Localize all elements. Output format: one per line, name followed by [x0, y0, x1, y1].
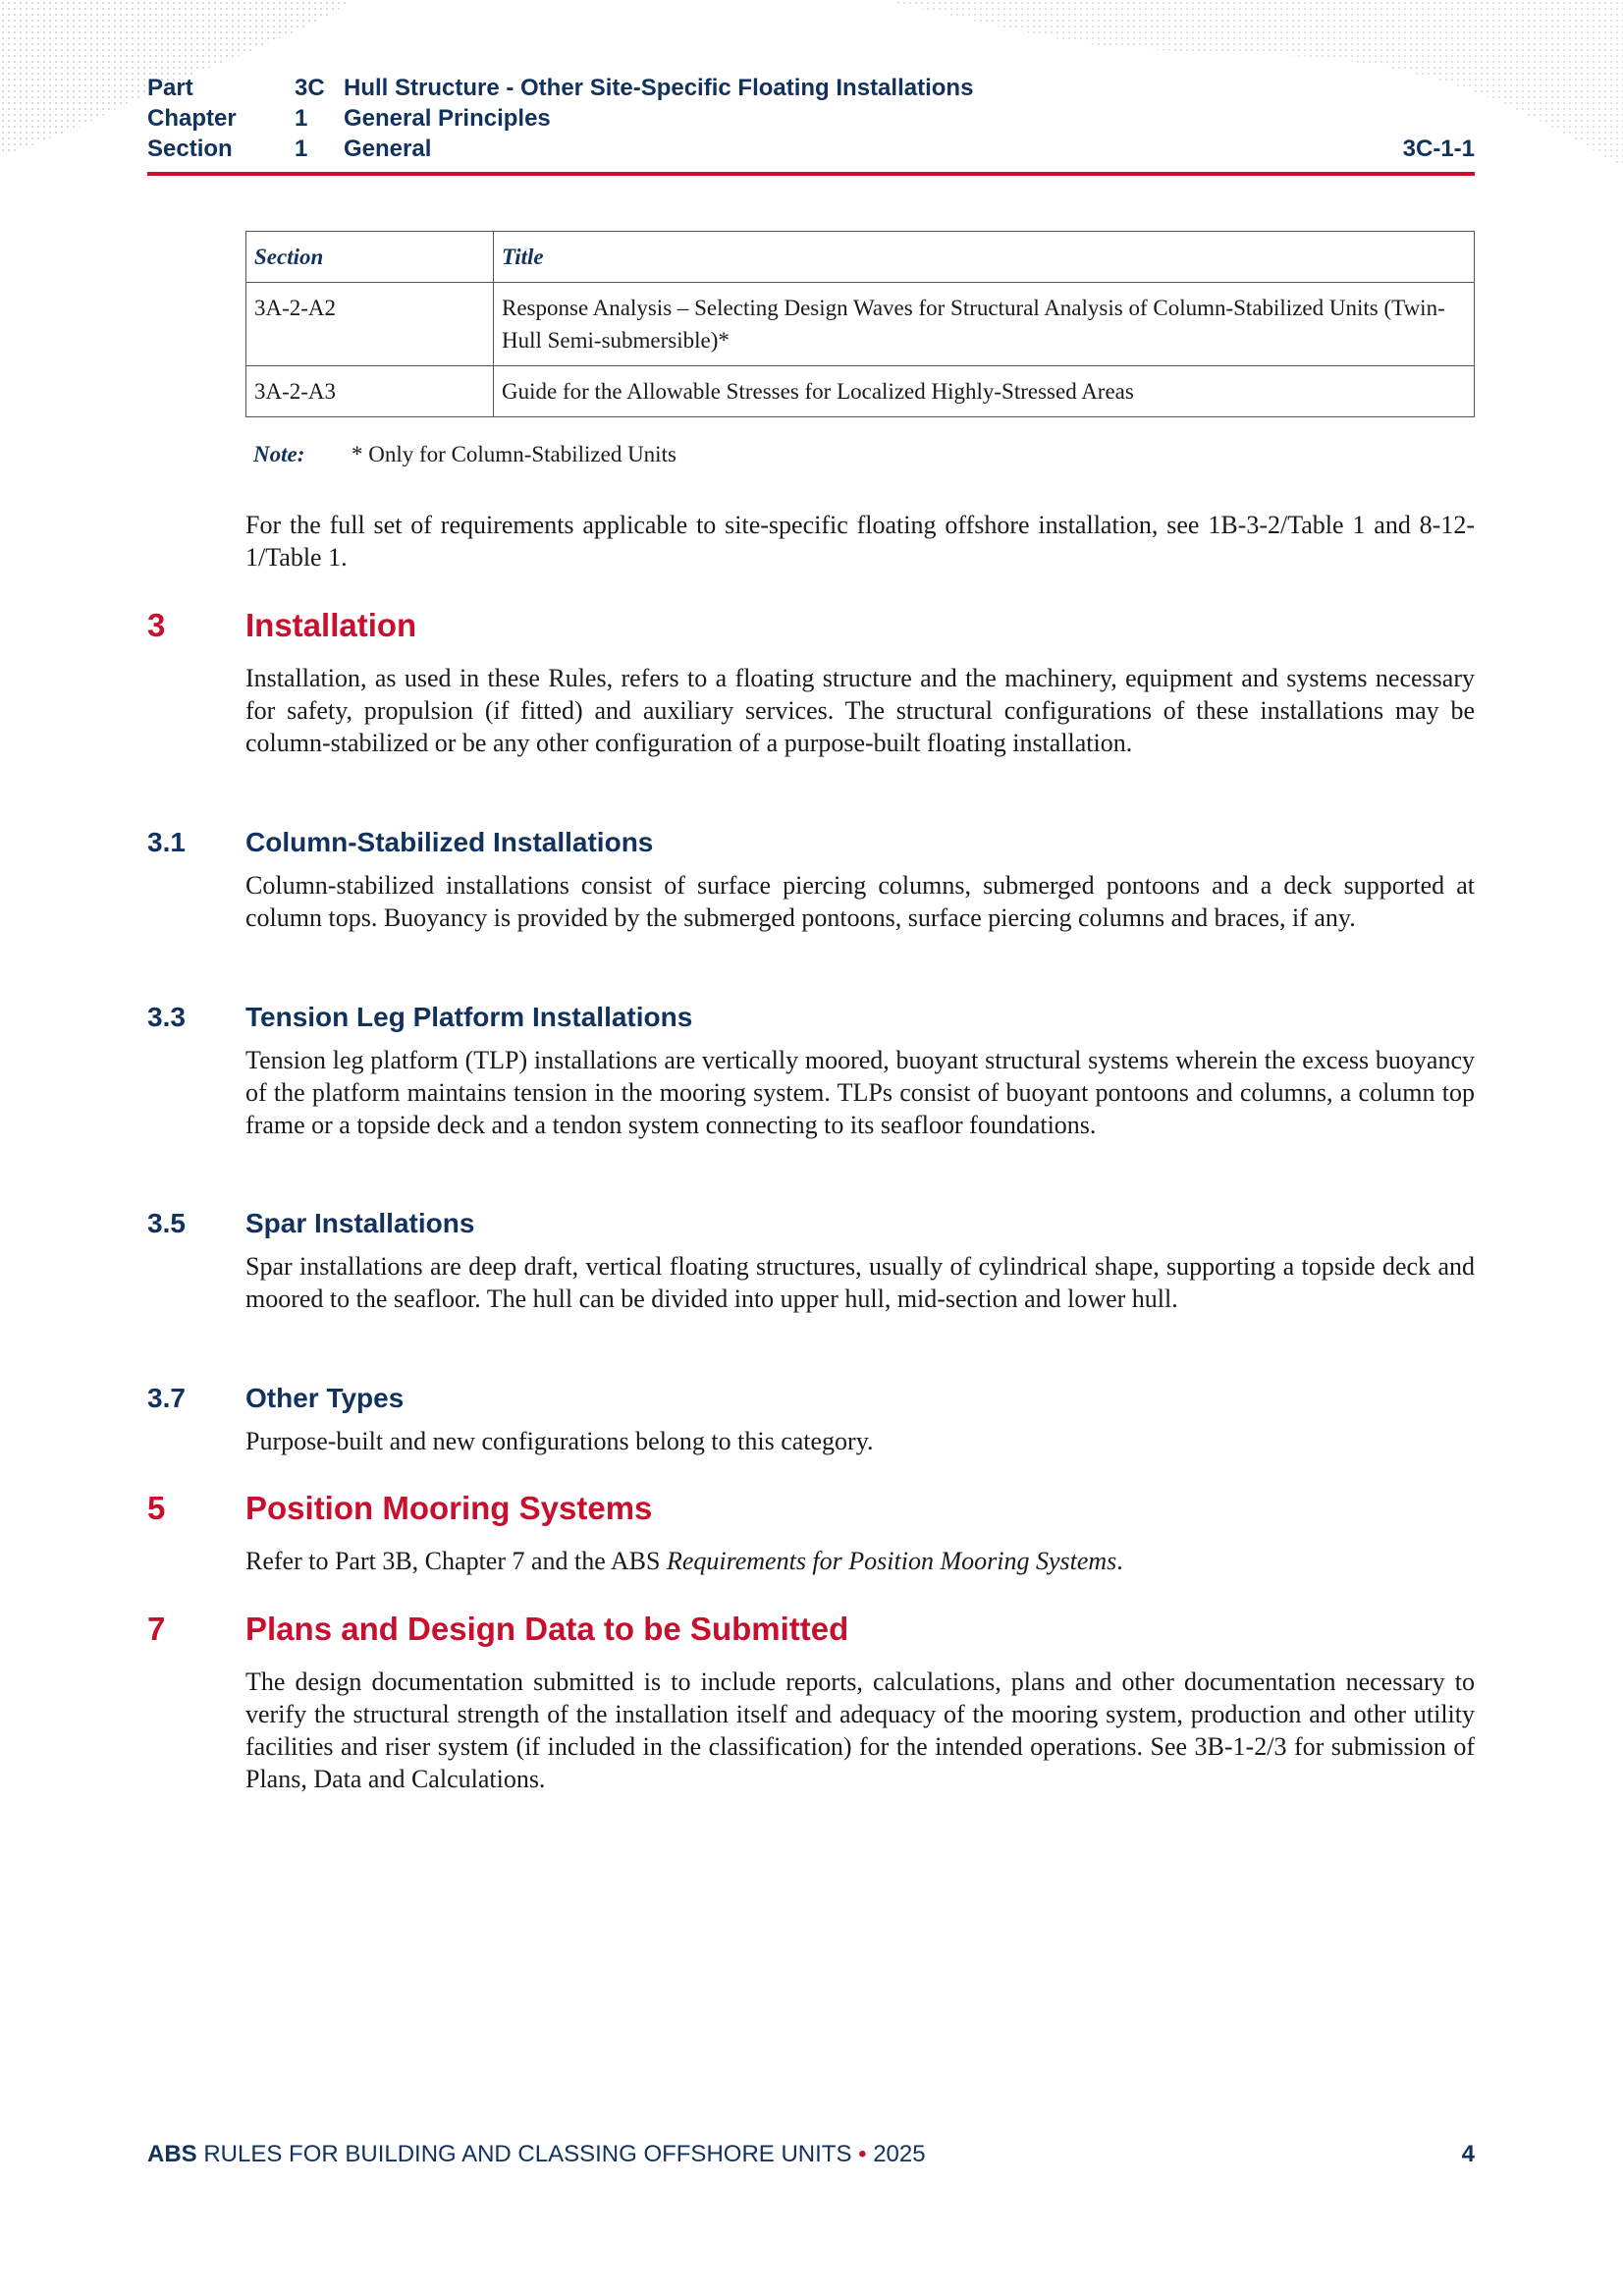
table-cell-section: 3A-2-A3	[246, 366, 494, 417]
page-footer	[147, 2141, 1475, 2168]
footer-title	[147, 2141, 926, 2168]
section-5-text: Refer to Part 3B, Chapter 7 and the ABS	[245, 1547, 667, 1575]
footer-year: 2025	[866, 2141, 926, 2167]
section-3-1-paragraph: Column-stabilized installations consist of surface piercing columns, submerged pontoons and a deck supported at column tops. Buoyancy is provided by the submerged pontoons, surface piercing columns and braces, if any.	[245, 871, 1475, 932]
table-cell-title: Guide for the Allowable Stresses for Localized Highly-Stressed Areas	[494, 366, 1475, 417]
section-5-paragraph	[245, 1545, 1475, 1577]
section-3-5-paragraph: Spar installations are deep draft, vertical floating structures, usually of cylindrical shape, supporting a topside deck and moored to the seafloor. The hull can be divided into upper hull, mid-section and lower hull.	[245, 1252, 1475, 1313]
chapter-title: General Principles	[344, 105, 551, 132]
page-reference: 3C-1-1	[1402, 136, 1475, 162]
heading-section-5	[147, 1490, 1475, 1527]
heading-number: 3	[147, 607, 166, 643]
part-title: Hull Structure - Other Site-Specific Floating Installations	[344, 75, 974, 101]
section-7-paragraph: The design documentation submitted is to include reports, calculations, plans and other documentation necessary to verify the structural strength of the installation itself and adequacy of the mooring system, production and other utility facilities and riser system (if included in the classification) for the intended operations. See 3B-1-2/3 for submission of Plans, Data and Calculations.	[245, 1667, 1475, 1793]
heading-title: Installation	[245, 607, 417, 643]
table-note	[253, 442, 676, 467]
page-number: 4	[1461, 2141, 1475, 2167]
section-label: Section	[147, 136, 233, 162]
heading-number: 7	[147, 1611, 166, 1647]
section-title: General	[344, 136, 432, 162]
note-label: Note:	[253, 442, 305, 466]
heading-section-3-7	[147, 1383, 1475, 1414]
footer-bullet: •	[858, 2141, 867, 2167]
table-header-row	[246, 232, 1475, 283]
chapter-label: Chapter	[147, 105, 237, 132]
heading-section-3	[147, 607, 1475, 644]
heading-title: Position Mooring Systems	[245, 1490, 653, 1526]
heading-number: 3.7	[147, 1383, 186, 1413]
note-text: * Only for Column-Stabilized Units	[352, 442, 676, 466]
part-label: Part	[147, 75, 193, 101]
footer-book-title: RULES FOR BUILDING AND CLASSING OFFSHORE UNITS	[196, 2141, 859, 2167]
intro-paragraph: For the full set of requirements applicable to site-specific floating offshore installation, see 1B-3-2/Table 1 and 8-12-1/Table 1.	[245, 511, 1475, 572]
header-rule	[147, 172, 1475, 176]
heading-number: 3.1	[147, 827, 186, 857]
section-5-citation: Requirements for Position Mooring Systems	[666, 1547, 1117, 1575]
section-5-text-end: .	[1116, 1547, 1123, 1575]
part-number: 3C	[295, 75, 325, 101]
heading-number: 3.3	[147, 1002, 186, 1032]
table-header-section: Section	[246, 232, 494, 283]
heading-title: Spar Installations	[245, 1208, 475, 1238]
footer-brand: ABS	[147, 2141, 197, 2167]
section-3-paragraph: Installation, as used in these Rules, refers to a floating structure and the machinery, equipment and systems necessary for safety, propulsion (if fitted) and auxiliary services. The structural configurations of these installations may be column-stabilized or be any other configuration of a purpose-built floating installation.	[245, 664, 1475, 757]
heading-title: Other Types	[245, 1383, 405, 1413]
table-row	[246, 366, 1475, 417]
heading-section-7	[147, 1611, 1475, 1648]
reference-table	[245, 231, 1475, 417]
heading-number: 5	[147, 1490, 166, 1526]
table-row	[246, 283, 1475, 366]
table-cell-section: 3A-2-A2	[246, 283, 494, 366]
section-3-7-paragraph: Purpose-built and new configurations belong to this category.	[245, 1427, 874, 1455]
section-number: 1	[295, 136, 308, 162]
table-cell-title: Response Analysis – Selecting Design Waves for Structural Analysis of Column-Stabilized Units (Twin-Hull Semi-submersible)*	[494, 283, 1475, 366]
running-header	[147, 73, 1475, 164]
heading-title: Tension Leg Platform Installations	[245, 1002, 693, 1032]
heading-number: 3.5	[147, 1208, 186, 1238]
heading-section-3-3	[147, 1002, 1475, 1033]
heading-title: Plans and Design Data to be Submitted	[245, 1611, 849, 1647]
section-3-3-paragraph: Tension leg platform (TLP) installations are vertically moored, buoyant structural systems wherein the excess buoyancy of the platform maintains tension in the mooring system. TLPs consist of buoyant pontoons and columns, a column top frame or a topside deck and a tendon system connecting to its seafloor foundations.	[245, 1046, 1475, 1139]
heading-title: Column-Stabilized Installations	[245, 827, 654, 857]
heading-section-3-1	[147, 827, 1475, 858]
chapter-number: 1	[295, 105, 308, 132]
table-header-title: Title	[494, 232, 1475, 283]
heading-section-3-5	[147, 1208, 1475, 1239]
